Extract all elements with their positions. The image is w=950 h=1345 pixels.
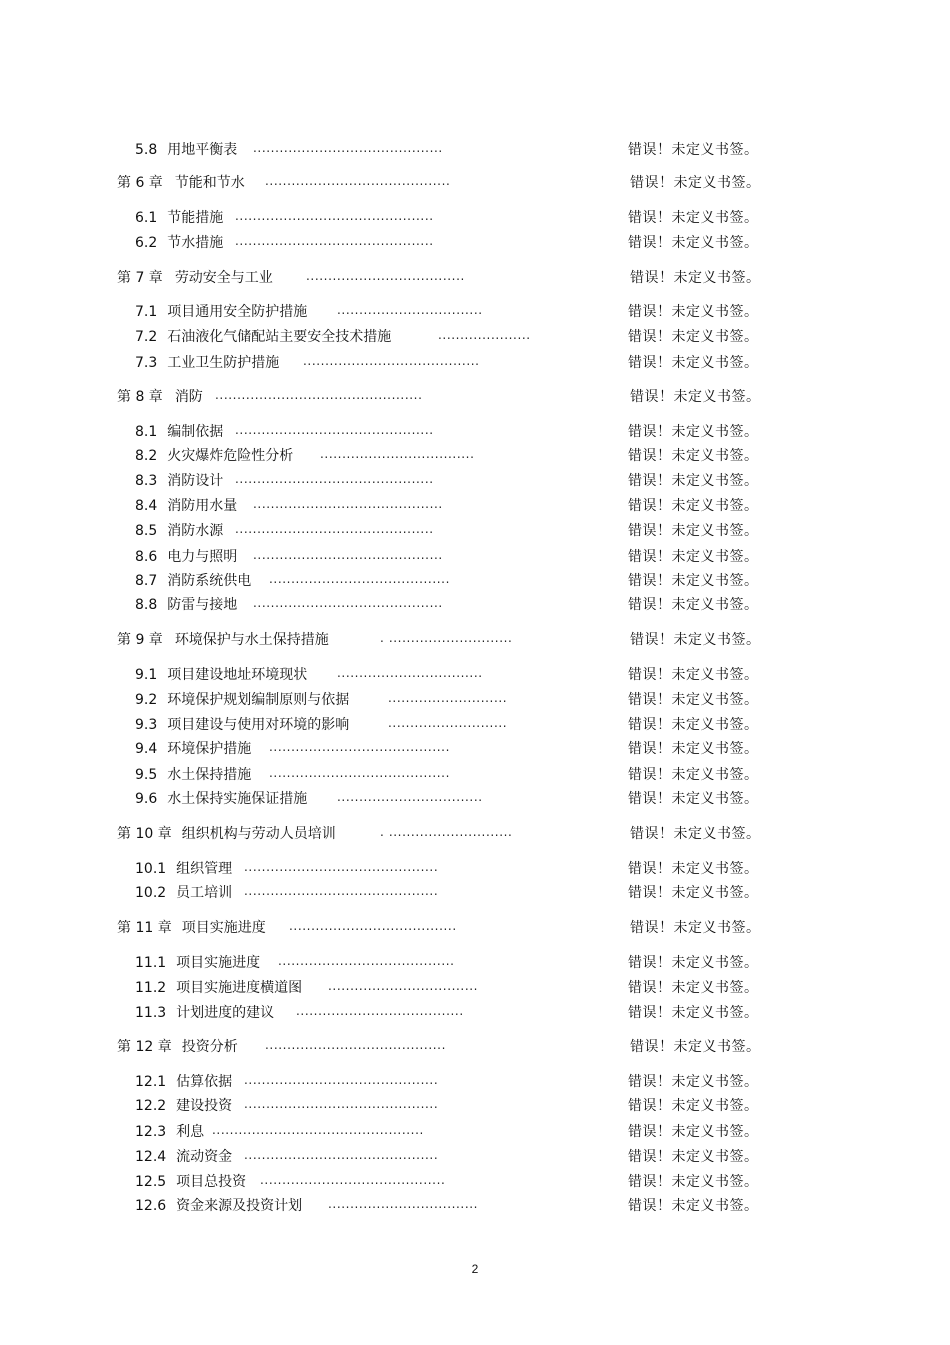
toc-number: 8.8 (135, 597, 158, 613)
toc-dot-leader: .......................................... (260, 1173, 446, 1187)
toc-dot-leader: .................................. (328, 979, 479, 993)
toc-dot-leader: ......................................... (265, 1038, 446, 1052)
toc-page-reference: 错误！未定义书签。 (628, 523, 759, 539)
toc-section-entry[interactable] (135, 859, 950, 879)
toc-title: 计划进度的建议 (176, 1005, 275, 1021)
toc-title: 环境保护措施 (167, 741, 252, 757)
toc-title: 消防系统供电 (167, 573, 252, 589)
toc-page-reference: 错误！未定义书签。 (628, 424, 759, 440)
toc-title: 石油液化气储配站主要安全技术措施 (167, 329, 392, 345)
toc-dot-leader: ............................................ (244, 1097, 439, 1111)
toc-title: 项目实施进度横道图 (176, 980, 303, 996)
toc-section-entry[interactable] (135, 1196, 950, 1216)
toc-number: 12.2 (135, 1098, 167, 1114)
toc-title: 项目实施进度 (181, 920, 266, 936)
toc-number: 第 9 章 (117, 632, 163, 648)
toc-page-reference: 错误！未定义书签。 (628, 597, 759, 613)
toc-number: 第 11 章 (117, 920, 172, 936)
toc-title: 水土保持措施 (167, 767, 252, 783)
page-number: 2 (471, 1262, 479, 1276)
toc-dot-leader: ............................................. (235, 209, 434, 223)
toc-title: 利息 (176, 1124, 205, 1140)
toc-number: 11.1 (135, 955, 167, 971)
toc-page-reference: 错误！未定义书签。 (628, 767, 759, 783)
toc-page-reference: 错误！未定义书签。 (630, 920, 761, 936)
toc-number: 5.8 (135, 142, 158, 158)
toc-number: 8.5 (135, 523, 158, 539)
toc-number: 7.1 (135, 304, 158, 320)
toc-page-reference: 错误！未定义书签。 (630, 632, 761, 648)
toc-title: 估算依据 (176, 1074, 233, 1090)
toc-page-reference: 错误！未定义书签。 (628, 955, 759, 971)
toc-page-reference: 错误！未定义书签。 (628, 1005, 759, 1021)
toc-number: 10.1 (135, 861, 167, 877)
toc-dot-leader: ................................. (337, 303, 483, 317)
toc-page-reference: 错误！未定义书签。 (628, 885, 759, 901)
toc-number: 9.3 (135, 717, 158, 733)
toc-title: 流动资金 (176, 1149, 233, 1165)
toc-page-reference: 错误！未定义书签。 (628, 235, 759, 251)
toc-number: 12.1 (135, 1074, 167, 1090)
toc-title: 项目总投资 (176, 1174, 247, 1190)
toc-title: 项目通用安全防护措施 (167, 304, 308, 320)
toc-section-entry[interactable] (135, 471, 950, 491)
toc-number: 12.6 (135, 1198, 167, 1214)
toc-number: 第 8 章 (117, 389, 163, 405)
toc-page-reference: 错误！未定义书签。 (628, 473, 759, 489)
toc-title: 防雷与接地 (167, 597, 238, 613)
toc-page-reference: 错误！未定义书签。 (628, 142, 759, 158)
toc-page-reference: 错误！未定义书签。 (628, 861, 759, 877)
toc-section-entry[interactable] (135, 595, 950, 615)
toc-section-entry[interactable] (135, 690, 950, 710)
toc-page-reference: 错误！未定义书签。 (628, 573, 759, 589)
toc-title: 项目建设与使用对环境的影响 (167, 717, 350, 733)
toc-number: 9.2 (135, 692, 158, 708)
toc-section-entry[interactable] (135, 1172, 950, 1192)
toc-dot-leader: ......................................... (269, 766, 450, 780)
toc-dot-leader: ............................................. (235, 522, 434, 536)
toc-section-entry[interactable] (135, 1122, 950, 1142)
toc-section-entry[interactable] (135, 715, 950, 735)
toc-page-reference: 错误！未定义书签。 (628, 1098, 759, 1114)
toc-number: 8.6 (135, 549, 158, 565)
toc-dot-leader: .................................... (306, 269, 465, 283)
toc-page-reference: 错误！未定义书签。 (628, 667, 759, 683)
toc-dot-leader: ......................................... (269, 572, 450, 586)
toc-number: 7.3 (135, 355, 158, 371)
toc-number: 9.6 (135, 791, 158, 807)
toc-dot-leader: ..................... (438, 328, 531, 342)
toc-dot-leader: ........................................... (253, 141, 443, 155)
toc-title: 消防 (174, 389, 203, 405)
toc-title: 电力与照明 (167, 549, 238, 565)
toc-page-reference: 错误！未定义书签。 (628, 692, 759, 708)
toc-number: 第 6 章 (117, 175, 163, 191)
toc-dot-leader: ........................................... (253, 596, 443, 610)
toc-dot-leader: . ............................ (380, 631, 513, 645)
toc-number: 6.1 (135, 210, 158, 226)
toc-page-reference: 错误！未定义书签。 (628, 355, 759, 371)
toc-section-entry[interactable] (135, 208, 950, 228)
toc-section-entry[interactable] (135, 446, 950, 466)
toc-page-reference: 错误！未定义书签。 (628, 980, 759, 996)
toc-number: 12.5 (135, 1174, 167, 1190)
toc-dot-leader: .......................................... (265, 174, 451, 188)
toc-number: 8.7 (135, 573, 158, 589)
toc-dot-leader: ............................................. (235, 423, 434, 437)
toc-page-reference: 错误！未定义书签。 (628, 1174, 759, 1190)
toc-dot-leader: ........................... (388, 691, 508, 705)
toc-dot-leader: ................................... (320, 447, 475, 461)
toc-chapter-entry[interactable] (117, 1037, 950, 1057)
toc-chapter-entry[interactable] (117, 387, 950, 407)
toc-section-entry[interactable] (135, 302, 950, 322)
toc-dot-leader: ................................................ (212, 1123, 424, 1137)
toc-number: 第 12 章 (117, 1039, 172, 1055)
toc-dot-leader: .................................. (328, 1197, 479, 1211)
toc-section-entry[interactable] (135, 789, 950, 809)
toc-chapter-entry[interactable] (117, 918, 950, 938)
toc-title: 工业卫生防护措施 (167, 355, 280, 371)
toc-title: 劳动安全与工业 (174, 270, 273, 286)
toc-page-reference: 错误！未定义书签。 (628, 1149, 759, 1165)
toc-title: 节能和节水 (174, 175, 245, 191)
toc-number: 8.1 (135, 424, 158, 440)
toc-dot-leader: ...................................... (296, 1004, 464, 1018)
toc-section-entry[interactable] (135, 422, 950, 442)
toc-page-reference: 错误！未定义书签。 (628, 1074, 759, 1090)
toc-section-entry[interactable] (135, 1096, 950, 1116)
toc-section-entry[interactable] (135, 547, 950, 567)
toc-dot-leader: ............................................ (244, 1148, 439, 1162)
toc-title: 用地平衡表 (167, 142, 238, 158)
toc-chapter-entry[interactable] (117, 173, 950, 193)
toc-section-entry[interactable] (135, 765, 950, 785)
toc-section-entry[interactable] (135, 496, 950, 516)
toc-page-reference: 错误！未定义书签。 (628, 329, 759, 345)
toc-section-entry[interactable] (135, 140, 950, 160)
toc-page-reference: 错误！未定义书签。 (630, 175, 761, 191)
toc-number: 7.2 (135, 329, 158, 345)
toc-title: 建设投资 (176, 1098, 233, 1114)
toc-dot-leader: ........................................ (303, 354, 480, 368)
toc-title: 项目建设地址环境现状 (167, 667, 308, 683)
toc-dot-leader: ............................................ (244, 860, 439, 874)
toc-dot-leader: ...................................... (289, 919, 457, 933)
toc-page-reference: 错误！未定义书签。 (630, 270, 761, 286)
toc-title: 节能措施 (167, 210, 224, 226)
toc-number: 9.1 (135, 667, 158, 683)
toc-title: 组织管理 (176, 861, 233, 877)
toc-title: 消防用水量 (167, 498, 238, 514)
toc-page-reference: 错误！未定义书签。 (630, 1039, 761, 1055)
toc-number: 9.5 (135, 767, 158, 783)
toc-section-entry[interactable] (135, 327, 950, 347)
toc-section-entry[interactable] (135, 233, 950, 253)
toc-dot-leader: ........................................... (253, 497, 443, 511)
toc-number: 12.3 (135, 1124, 167, 1140)
toc-page-reference: 错误！未定义书签。 (630, 389, 761, 405)
toc-dot-leader: ........................................... (253, 548, 443, 562)
toc-title: 编制依据 (167, 424, 224, 440)
toc-number: 12.4 (135, 1149, 167, 1165)
toc-section-entry[interactable] (135, 521, 950, 541)
toc-title: 员工培训 (176, 885, 233, 901)
toc-dot-leader: ......................................... (269, 740, 450, 754)
toc-number: 第 7 章 (117, 270, 163, 286)
toc-number: 8.2 (135, 448, 158, 464)
toc-page-reference: 错误！未定义书签。 (628, 210, 759, 226)
toc-number: 6.2 (135, 235, 158, 251)
toc-dot-leader: ............................................ (244, 884, 439, 898)
toc-title: 火灾爆炸危险性分析 (167, 448, 294, 464)
toc-page-reference: 错误！未定义书签。 (628, 498, 759, 514)
toc-number: 第 10 章 (117, 826, 172, 842)
toc-number: 11.2 (135, 980, 167, 996)
toc-page-reference: 错误！未定义书签。 (628, 1198, 759, 1214)
toc-dot-leader: ................................. (337, 790, 483, 804)
toc-chapter-entry[interactable] (117, 268, 950, 288)
toc-title: 水土保持实施保证措施 (167, 791, 308, 807)
toc-title: 项目实施进度 (176, 955, 261, 971)
toc-title: 消防水源 (167, 523, 224, 539)
toc-dot-leader: ................................. (337, 666, 483, 680)
toc-page-reference: 错误！未定义书签。 (628, 549, 759, 565)
toc-section-entry[interactable] (135, 1147, 950, 1167)
toc-page-reference: 错误！未定义书签。 (628, 791, 759, 807)
toc-title: 消防设计 (167, 473, 224, 489)
toc-section-entry[interactable] (135, 978, 950, 998)
toc-number: 9.4 (135, 741, 158, 757)
toc-chapter-entry[interactable] (117, 630, 950, 650)
toc-title: 投资分析 (181, 1039, 238, 1055)
toc-section-entry[interactable] (135, 665, 950, 685)
toc-number: 10.2 (135, 885, 167, 901)
toc-title: 环境保护与水土保持措施 (174, 632, 329, 648)
toc-section-entry[interactable] (135, 1072, 950, 1092)
toc-dot-leader: . ............................ (380, 825, 513, 839)
toc-title: 节水措施 (167, 235, 224, 251)
toc-number: 8.4 (135, 498, 158, 514)
toc-page-reference: 错误！未定义书签。 (628, 1124, 759, 1140)
toc-title: 资金来源及投资计划 (176, 1198, 303, 1214)
toc-section-entry[interactable] (135, 883, 950, 903)
toc-page-reference: 错误！未定义书签。 (628, 448, 759, 464)
toc-page-reference: 错误！未定义书签。 (630, 826, 761, 842)
toc-dot-leader: ............................................... (215, 388, 423, 402)
toc-section-entry[interactable] (135, 353, 950, 373)
toc-section-entry[interactable] (135, 739, 950, 759)
toc-dot-leader: ........................... (388, 716, 508, 730)
toc-dot-leader: ........................................ (278, 954, 455, 968)
toc-section-entry[interactable] (135, 571, 950, 591)
toc-dot-leader: ............................................. (235, 472, 434, 486)
toc-chapter-entry[interactable] (117, 824, 950, 844)
toc-dot-leader: ............................................ (244, 1073, 439, 1087)
toc-title: 环境保护规划编制原则与依据 (167, 692, 350, 708)
toc-section-entry[interactable] (135, 1003, 950, 1023)
toc-title: 组织机构与劳动人员培训 (181, 826, 336, 842)
toc-section-entry[interactable] (135, 953, 950, 973)
toc-page-reference: 错误！未定义书签。 (628, 741, 759, 757)
toc-dot-leader: ............................................. (235, 234, 434, 248)
toc-page-reference: 错误！未定义书签。 (628, 304, 759, 320)
toc-number: 11.3 (135, 1005, 167, 1021)
toc-number: 8.3 (135, 473, 158, 489)
toc-page-reference: 错误！未定义书签。 (628, 717, 759, 733)
